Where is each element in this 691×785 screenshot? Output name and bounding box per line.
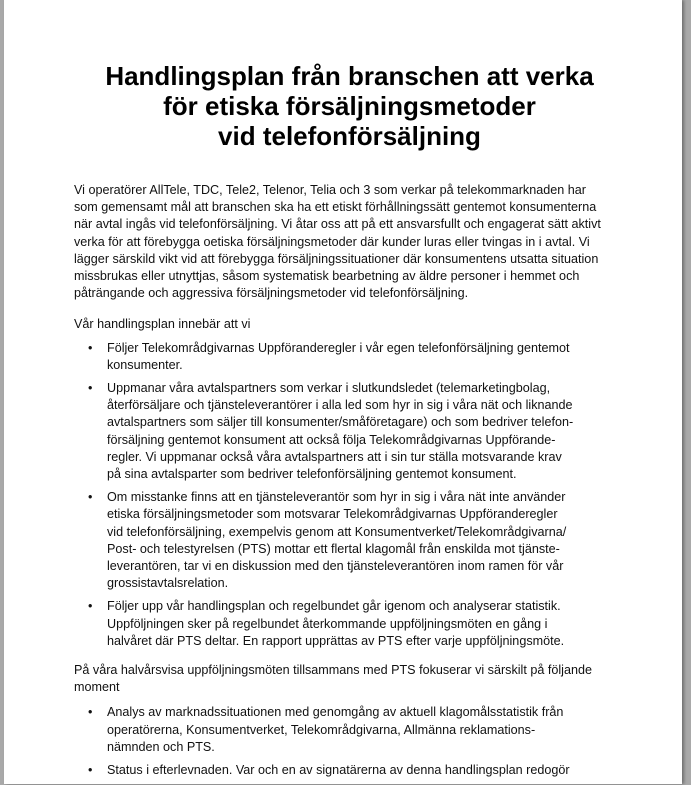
followup-line: På våra halvårsvisa uppföljningsmöten tillsammans med PTS fokuserar vi särskilt på följande bbox=[74, 663, 592, 678]
plan-item-line: grossistavtalsrelation. bbox=[107, 576, 229, 591]
followup-item-line: • Status i efterlevnaden. Var och en av signatärerna av denna handlingsplan redogör bbox=[107, 763, 570, 778]
intro-line: påträngande och aggressiva försäljningsmetoder vid telefonförsäljning. bbox=[74, 286, 469, 301]
plan-item-line: etiska försäljningsmetoder som motsvarar Telekområdgivarnas Uppföranderegler bbox=[107, 507, 558, 522]
intro-line: Vi operatörer AllTele, TDC, Tele2, Telenor, Telia och 3 som verkar på telekommarknaden har bbox=[74, 183, 586, 197]
plan-item-line: vid telefonförsäljning, exempelvis genom att Konsumentverket/Telekområdgivarna/ bbox=[107, 524, 567, 539]
title-line-1: Handlingsplan från branschen att verka bbox=[105, 61, 594, 91]
plan-item-line: Post- och telestyrelsen (PTS) mottar ett flertal klagomål från enskilda mot tjänste- bbox=[107, 541, 560, 556]
followup-paragraph bbox=[74, 662, 604, 696]
plan-item bbox=[74, 489, 604, 592]
plan-item-line: återförsäljare och tjänsteleverantörer i alla led som hyr in sig i våra nät och liknande bbox=[107, 398, 573, 413]
intro-paragraph bbox=[74, 182, 604, 302]
followup-line: moment bbox=[74, 680, 120, 695]
intro-line: lägger särskild vikt vid att förebygga försäljningssituationer där konsumentens utsatta situation bbox=[74, 251, 599, 266]
followup-item bbox=[74, 762, 604, 779]
plan-item bbox=[74, 598, 604, 650]
plan-item-line: avtalspartners som säljer till konsumenter/småföretagare) och som bedriver telefon- bbox=[107, 415, 574, 430]
plan-item-line: • Om misstanke finns att en tjänsteleverantör som hyr in sig i våra nät inte använder bbox=[107, 490, 566, 505]
followup-item-line: operatörerna, Konsumentverket, Telekområdgivarna, Allmänna reklamations- bbox=[107, 722, 536, 737]
followup-item bbox=[74, 704, 604, 756]
plan-item-line: på sina avtalsparter som bedriver telefonförsäljning gentemot konsument. bbox=[107, 467, 517, 482]
plan-heading: Vår handlingsplan innebär att vi bbox=[74, 317, 251, 332]
plan-item-line: försäljning gentemot konsument att också följa Telekområdgivarnas Uppförande- bbox=[107, 432, 556, 447]
plan-item-line: • Uppmanar våra avtalspartners som verkar i slutkundsledet (telemarketingbolag, bbox=[107, 381, 551, 396]
plan-item-line: regler. Vi uppmanar också våra avtalspartners att i sin tur ställa motsvarande krav bbox=[107, 449, 562, 464]
title-line-3: vid telefonförsäljning bbox=[218, 121, 481, 151]
plan-item-line: halvåret där PTS deltar. En rapport upprättas av PTS efter varje uppföljningsmöte. bbox=[107, 633, 565, 648]
plan-item-line: konsumenter. bbox=[107, 357, 183, 372]
intro-line: när avtal ingås vid telefonförsäljning. Vi åtar oss att på ett ansvarsfullt och engagerat sätt aktivt bbox=[74, 217, 601, 232]
intro-line: verka för att förebygga oetiska försäljningsmetoder där kunder luras eller tvingas in i avtal. Vi bbox=[74, 234, 590, 249]
intro-line: missbrukas eller utnyttjas, såsom systematisk bearbetning av äldre personer i hemmet och bbox=[74, 269, 580, 284]
followup-item-line: • Analys av marknadssituationen med genomgång av aktuell klagomålsstatistik från bbox=[107, 705, 564, 720]
plan-item bbox=[74, 340, 604, 374]
document-title bbox=[4, 61, 682, 151]
plan-item-line: leverantören, tar vi en diskussion med den tjänsteleverantören inom ramen för vår bbox=[107, 559, 564, 574]
plan-item bbox=[74, 380, 604, 483]
plan-list bbox=[74, 340, 604, 650]
document-body bbox=[74, 182, 604, 785]
title-line-2: för etiska försäljningsmetoder bbox=[163, 91, 536, 121]
followup-item-line: nämnden och PTS. bbox=[107, 739, 215, 754]
plan-item-line: • Följer upp vår handlingsplan och regelbundet går igenom och analyserar statistik. bbox=[107, 599, 561, 614]
plan-item-line: • Följer Telekområdgivarnas Uppföranderegler i vår egen telefonförsäljning gentemot bbox=[107, 340, 570, 355]
plan-item-line: Uppföljningen sker på regelbundet återkommande uppföljningsmöten en gång i bbox=[107, 616, 548, 631]
followup-list bbox=[74, 704, 604, 779]
intro-line: som gemensamt mål att branschen ska ha ett etiskt förhållningssätt gentemot konsumenterna bbox=[74, 200, 597, 215]
